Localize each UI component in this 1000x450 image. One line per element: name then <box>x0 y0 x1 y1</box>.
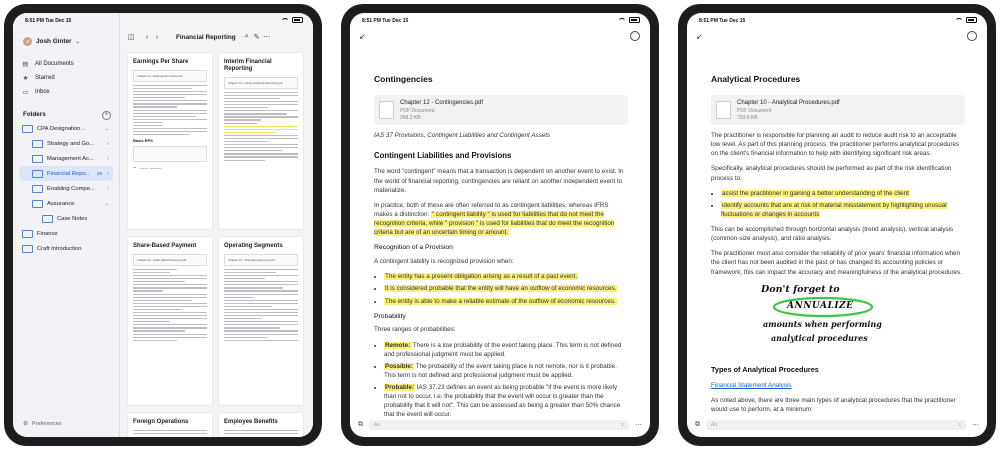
folder-craft-introduction[interactable] <box>19 241 113 256</box>
list-item <box>384 362 628 380</box>
document-card[interactable] <box>128 237 212 405</box>
paragraph: The practitioner must also consider the reliability of prior years' financial information when the client has not been audited in the past or has changed its accounting policies or framework; this can impact the accuracy and meaningfulness of the analytical procedures. <box>711 250 962 276</box>
card-preview-text <box>133 269 207 341</box>
folder-label: Assurance <box>47 200 75 207</box>
status-date: Tue Dec 15 <box>719 18 746 24</box>
handwritten-note: ~ · —— ——— <box>133 165 162 171</box>
card-title: Earnings Per Share <box>133 59 189 65</box>
status-bar <box>13 13 119 27</box>
paragraph: The word "contingent" means that a transaction is dependent on another event to exist. In the world of financial reporting, contingencies are reliant on another independent event to materialize. <box>374 168 624 194</box>
paragraph: The practitioner is responsible for planning an audit to reduce audit risk to an acceptable low level. As part of this planning process, the practitioner performs analytical procedures on the client's financial information to help with identifying significant risk areas. <box>711 132 960 158</box>
folder-label: Financial Repo... <box>47 170 91 177</box>
handwriting-line: analytical procedures <box>771 332 868 343</box>
sidebar-item-starred[interactable] <box>21 71 113 85</box>
folder-label: Finance <box>37 230 58 237</box>
document-card[interactable] <box>128 53 212 229</box>
folder-label: CPA Designation... <box>37 125 86 132</box>
list-item <box>721 189 965 198</box>
chevron-down-icon: ⌄ <box>75 38 80 45</box>
section-heading: Types of Analytical Procedures <box>711 364 819 374</box>
handwriting-line: Don't forget to <box>761 283 840 295</box>
subtitle: IAS 37 Provisions, Contingent Liabilities and Contingent Assets <box>374 132 551 139</box>
screen <box>350 13 650 437</box>
pdf-attachment[interactable] <box>711 95 965 125</box>
status-time: 8:51 PM <box>25 18 44 24</box>
folder-icon <box>22 245 33 253</box>
card-preview-text <box>133 430 207 434</box>
folders-header <box>23 111 111 120</box>
gear-icon: ⚙ <box>23 421 28 427</box>
more-icon[interactable]: ⋯ <box>635 422 642 429</box>
document-card[interactable] <box>128 413 212 437</box>
more-icon[interactable]: ⋯ <box>630 31 640 41</box>
paragraph-text: In practice, both of these are often referred to as contingent liabilities, whereas IFRS makes a distinction: <box>374 201 609 218</box>
document-title: Contingencies <box>374 74 433 84</box>
documents-icon: ▤ <box>22 61 29 68</box>
bullet-list <box>374 272 628 305</box>
ipad-contingencies <box>341 4 659 446</box>
document-title: Analytical Procedures <box>711 74 801 84</box>
text-input[interactable] <box>369 420 629 430</box>
doc-toolbar <box>350 29 650 45</box>
sidebar-item-label: Starred <box>35 75 55 81</box>
chevron-down-icon[interactable]: ⌄ <box>104 200 109 207</box>
folder-icon <box>22 230 33 238</box>
handwriting-line: amounts when performing <box>763 318 882 329</box>
sidebar <box>13 13 120 437</box>
input-placeholder: Aa <box>711 422 718 428</box>
status-bar <box>120 13 313 27</box>
folder-enabling[interactable] <box>19 181 113 196</box>
attachment-type: PDF Document <box>737 108 772 114</box>
handwritten-annotation[interactable] <box>761 283 965 355</box>
screen <box>13 13 313 437</box>
pdf-attachment-thumb: Chapter 15 - Operating Segments.pdf <box>224 254 298 266</box>
folders-heading: Folders <box>23 111 46 118</box>
status-bar <box>350 13 650 27</box>
chevron-right-icon[interactable]: › <box>107 170 109 177</box>
subheading: Probability <box>374 312 406 320</box>
chevron-down-icon[interactable]: ⌄ <box>104 125 109 132</box>
document-body <box>711 57 965 421</box>
equation-image <box>133 146 207 162</box>
folder-case-notes[interactable] <box>19 211 113 226</box>
collapse-arrow-icon[interactable]: ↙ <box>359 32 366 41</box>
bullet-list <box>374 341 628 420</box>
attachment-name: Chapter 12 - Contingencies.pdf <box>400 100 484 107</box>
page-title: Financial Reporting <box>176 33 236 41</box>
card-preview-text <box>133 85 207 135</box>
handwriting-line: ANNUALIZE <box>787 300 854 311</box>
pdf-attachment-thumb: Chapter 16 - Share-Based Payment.pdf <box>133 254 207 266</box>
folder-financial-reporting[interactable] <box>19 166 113 181</box>
list-item <box>384 341 628 359</box>
subheading: Recognition of a Provision <box>374 244 453 252</box>
doc-toolbar <box>687 29 987 45</box>
folder-icon <box>32 140 43 148</box>
forward-arrow-icon[interactable]: › <box>155 33 159 41</box>
attachment-name: Chapter 10 - Analytical Procedures.pdf <box>737 100 840 107</box>
status-time: 8:51 PM <box>362 18 381 24</box>
pdf-attachment-thumb: Chapter 13 - Earnings Per Share.pdf <box>133 70 207 82</box>
list-item <box>384 284 628 293</box>
highlight: The entity is able to make a reliable estimate of the outflow of economic resources. <box>385 297 616 305</box>
attach-icon[interactable]: ⧉ <box>358 421 363 428</box>
screen <box>687 13 987 437</box>
term: Possible: <box>385 362 413 370</box>
highlight: It is considered probable that the entity will have an outflow of economic resources. <box>385 285 617 293</box>
folder-label: Enabling Compe... <box>47 185 95 192</box>
attach-icon[interactable]: ⧉ <box>695 421 700 428</box>
wifi-icon <box>281 18 289 23</box>
chevron-right-icon[interactable]: › <box>107 155 109 162</box>
folder-icon <box>32 200 43 208</box>
status-date: Tue Dec 15 <box>45 18 72 24</box>
term: Probable: <box>385 384 415 392</box>
folder-management[interactable] <box>19 151 113 166</box>
bottom-bar <box>358 419 642 431</box>
card-preview-text <box>224 430 298 434</box>
card-title: Operating Segments <box>224 243 283 249</box>
card-title: Employee Benefits <box>224 419 278 425</box>
list-item <box>384 272 628 281</box>
folder-label: Strategy and Go... <box>47 140 95 147</box>
status-time: 8:51 PM <box>699 18 718 24</box>
avatar: J <box>23 37 32 46</box>
format-icon[interactable]: ≡ <box>621 422 624 428</box>
attachment-size: 268.2 KB <box>400 114 421 121</box>
card-subheading: Basic EPS <box>133 138 153 144</box>
input-placeholder: Aa <box>374 422 381 428</box>
folder-label: Case Notes <box>57 215 88 222</box>
sidebar-item-inbox[interactable] <box>21 85 113 99</box>
text-input[interactable] <box>706 420 966 430</box>
compose-icon[interactable]: ✎ <box>253 34 260 41</box>
folder-cpa-designation[interactable] <box>19 121 113 136</box>
ipad-library <box>4 4 322 446</box>
status-bar <box>687 13 987 27</box>
paragraph: A contingent liability is recognized provision when: <box>374 258 514 266</box>
sidebar-item-all-documents[interactable] <box>21 57 113 71</box>
more-icon[interactable]: ⋯ <box>967 31 977 41</box>
folder-tree <box>19 121 113 256</box>
collapse-arrow-icon[interactable]: ↙ <box>696 32 703 41</box>
term: Remote: <box>385 341 411 349</box>
bottom-bar <box>695 419 979 431</box>
document-grid-pane <box>120 13 313 437</box>
folder-count: 25 <box>96 171 102 176</box>
highlight: The entity has a present obligation arising as a result of a past event. <box>385 273 578 281</box>
document-card[interactable] <box>219 237 303 405</box>
link[interactable]: Financial Statement Analysis <box>711 382 792 390</box>
folder-label: Management Ac... <box>47 155 94 162</box>
section-heading: Contingent Liabilities and Provisions <box>374 151 512 161</box>
sidebar-item-label: Inbox <box>35 89 50 95</box>
paragraph: This can be accomplished through horizontal analysis (trend analysis), vertical analysis (common-size analysis), and ratio analysis. <box>711 226 954 243</box>
definition: There is a low probability of the event taking place. This term is not defined and professional judgment must be applied. <box>384 341 622 358</box>
folder-icon <box>22 125 33 133</box>
card-title: Share-Based Payment <box>133 243 197 249</box>
account-switcher[interactable] <box>23 37 80 46</box>
card-title: Foreign Operations <box>133 419 189 425</box>
document-card[interactable] <box>219 53 303 229</box>
definition: IAS 37.23 defines an event as being probable "if the event is more likely than not to occur, i.e. the probability that the event will occur is greater than the probability that it will not". This can be assessed as being a greater than 50% chance that the event will occur. <box>384 384 621 419</box>
add-folder-button[interactable]: + <box>102 111 111 120</box>
document-body <box>374 57 628 426</box>
battery-icon <box>629 17 640 23</box>
back-arrow-icon[interactable]: ‹ <box>145 33 149 41</box>
pdf-attachment-thumb: Chapter 14 - Interim Financial Reporting.pdf <box>224 77 298 89</box>
paragraph: Specifically, analytical procedures should be performed as part of the risk identification process to: <box>711 165 952 182</box>
folder-icon <box>42 215 53 223</box>
pdf-attachment[interactable] <box>374 95 628 125</box>
wifi-icon <box>955 18 963 23</box>
battery-icon <box>966 17 977 23</box>
highlight: " contingent liability " is used for liabilities that do not meet the recognition criteria, while " provision " is used for liabilities that do meet the recognition criteria but are of an uncertain timing or amount. <box>374 210 615 237</box>
list-item <box>721 201 965 219</box>
folder-strategy[interactable] <box>19 136 113 151</box>
paragraph: As noted above, there are three main types of analytical procedures that the practitioner would use to perform, at a minimum: <box>711 397 956 414</box>
list-item <box>384 297 628 306</box>
folder-icon <box>32 185 43 193</box>
folder-icon <box>32 170 43 178</box>
card-title: Interim Financial Reporting <box>224 59 272 72</box>
wifi-icon <box>618 18 626 23</box>
inbox-icon: ▭ <box>22 89 29 96</box>
ipad-analytical-procedures <box>678 4 996 446</box>
format-icon[interactable]: ≡ <box>958 422 961 428</box>
highlight: identify accounts that are at risk of material misstatement by highlighting unusual fluctuations or changes in accounts <box>721 201 947 218</box>
document-card[interactable] <box>219 413 303 437</box>
chevron-right-icon[interactable]: › <box>107 185 109 192</box>
bullet-list <box>711 189 965 219</box>
paragraph: Three ranges of probabilities: <box>374 326 456 334</box>
pdf-icon <box>379 101 394 119</box>
chevron-right-icon[interactable]: › <box>107 140 109 147</box>
sidebar-item-label: All Documents <box>35 61 74 67</box>
sidebar-toggle-icon[interactable]: ◫ <box>127 34 135 41</box>
pdf-icon <box>716 101 731 119</box>
more-icon[interactable]: ⋯ <box>972 422 979 429</box>
card-preview-text <box>224 92 298 161</box>
folder-finance[interactable] <box>19 226 113 241</box>
toolbar <box>120 29 313 45</box>
search-icon[interactable]: ⌕ <box>244 33 249 40</box>
battery-icon <box>292 17 303 23</box>
attachment-type: PDF Document <box>400 108 435 114</box>
folder-icon <box>32 155 43 163</box>
status-date: Tue Dec 15 <box>382 18 409 24</box>
folder-label: Craft Introduction <box>37 245 82 252</box>
highlight: assist the practitioner in gaining a better understanding of the client <box>722 189 909 197</box>
attachment-size: 703.0 KB <box>737 114 758 121</box>
definition: The probability of the event taking place is not remote, nor is it probable. This term is not defined and professional judgment must be applied. <box>384 362 617 379</box>
folder-assurance[interactable] <box>19 196 113 211</box>
star-icon: ★ <box>22 75 29 82</box>
list-item <box>384 383 628 420</box>
user-name: Josh Ginter <box>36 38 72 45</box>
preferences-button[interactable] <box>23 421 62 427</box>
more-icon[interactable]: ⋯ <box>263 34 271 41</box>
preferences-label: Preferences <box>31 421 62 427</box>
paragraph <box>374 201 628 238</box>
card-preview-text <box>224 269 298 341</box>
